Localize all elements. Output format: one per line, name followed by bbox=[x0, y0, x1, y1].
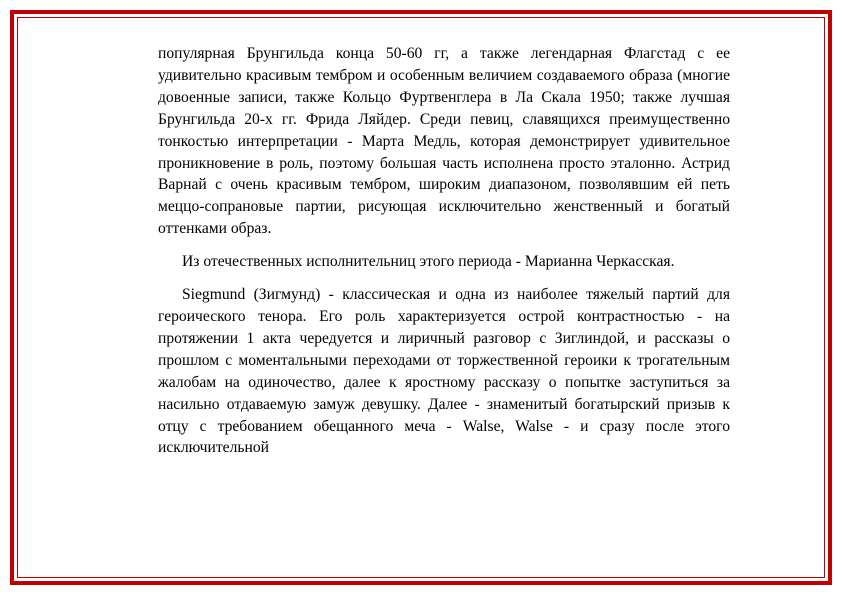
paragraph-domestic-performers: Из отечественных исполнительниц этого периода - Марианна Черкасская. bbox=[182, 253, 675, 271]
document-body bbox=[158, 43, 730, 459]
paragraph-siegmund: Siegmund (Зигмунд) - классическая и одна из наиболее тяжелый партий для героического тенора. Его роль характеризуется острой контрастностью - на протяжении 1 акта чередуется и лиричный разговор с Зиглиндой, и рассказы о прошлом с моментальными переходами от торжественной героики к трогательным жалобам на одиночество, далее к яростному рассказу о попытке заступиться за насильно отдаваемую замуж девушку. Далее - знаменитый богатырский призыв к отцу с требованием обещанного меча - Walse, Walse - и сразу после этого исключительной bbox=[158, 286, 730, 457]
paragraph-continuation: популярная Брунгильда конца 50-60 гг, а также легендарная Флагстад с ее удивительно красивым тембром и особенным величием создаваемого образа (многие довоенные записи, также Кольцо Фуртвенглера в Ла Скала 1950; также лучшая Брунгильда 20-х гг. Фрида Ляйдер. Среди певиц, славящихся преимущественно тонкостью интерпретации - Марта Медль, которая демонстрирует удивительное проникновение в роль, поэтому большая часть исполнена просто эталонно. Астрид Варнай с очень красивым тембром, широким диапазоном, позволявшим ей петь меццо-сопрановые партии, рисующая исключительно женственный и богатый оттенками образ. bbox=[158, 45, 730, 238]
